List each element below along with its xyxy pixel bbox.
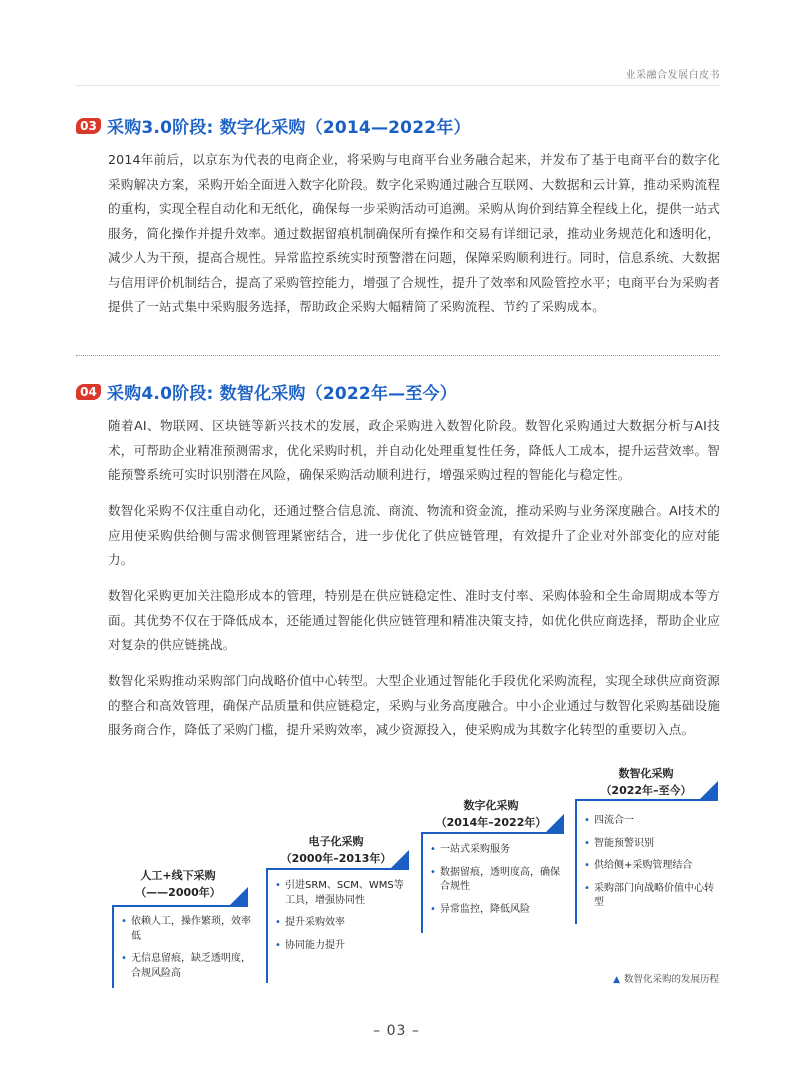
paragraph-text: 数智化采购更加关注隐形成本的管理，特别是在供应链稳定性、准时支付率、采购体验和全生命周期成本等方面。其优势不仅在于降低成本，还能通过智能化供应链管理和精准决策支持，如优化供应商选择，帮助企业应对复杂的供应链挑战。 (108, 588, 720, 652)
stage-3-triangle-icon (546, 814, 564, 832)
section-3-heading (76, 113, 471, 138)
running-header: 业采融合发展白皮书 (625, 70, 720, 81)
section-3-title: 采购3.0阶段: 数字化采购（2014—2022年） (107, 118, 471, 138)
stage-4-triangle-icon (700, 781, 718, 799)
stage-1-triangle-icon (230, 887, 248, 905)
stage-3-label (425, 797, 557, 831)
stage-2-item: • 引进SRM、SCM、WMS等工具，增强协同性 (275, 879, 411, 908)
stage-2-item: • 协同能力提升 (275, 939, 411, 954)
page-number: – 03 – (373, 1023, 420, 1039)
section-3-paragraph: 2014年前后，以京东为代表的电商企业，将采购与电商平台业务融合起来，并发布了基于电商平台的数字化采购解决方案，采购开始全面进入数字化阶段。数字化采购通过融合互联网、大数据和云计算，推动采购流程的重构，实现全程自动化和无纸化，确保每一步采购活动可追溯。采购从询价到结算全程线上化，提供一站式服务，简化操作并提升效率。通过数据留痕机制确保所有操作和交易有详细记录，推动业务规范化和透明化，减少人为干预，提高合规性。异常监控系统实时预警潜在问题，保障采购顺利进行。同时，信息系统、大数据与信用评价机制结合，提高了采购管控能力，增强了合规性，提升了效率和风险管控水平；电商平台为采购者提供了一站式集中采购服务选择，帮助政企采购大幅精简了采购流程、节约了采购成本。 (108, 152, 720, 314)
stage-3-item: • 一站式采购服务 (430, 843, 566, 858)
stage-1-item: • 依赖人工，操作繁琐，效率低 (121, 915, 257, 944)
stage-1-item: • 无信息留痕，缺乏透明度，合规风险高 (121, 952, 257, 981)
stage-2-triangle-icon (391, 850, 409, 868)
stage-2-box (266, 870, 411, 983)
section-4-paragraph-4 (108, 669, 720, 743)
stage-4-label (580, 765, 712, 799)
stage-3-item: • 异常监控，降低风险 (430, 903, 566, 918)
section-3-number: 03 (76, 118, 101, 134)
stage-4-box (575, 801, 720, 924)
stage-4-name: 数智化采购 (618, 767, 674, 780)
stage-4-item: • 供给侧+采购管理结合 (584, 859, 720, 874)
stage-3-item: • 数据留痕，透明度高，确保合规性 (430, 866, 566, 895)
stage-2-label (270, 833, 402, 867)
section-3-body (108, 148, 720, 320)
stage-3-name: 数字化采购 (463, 799, 519, 812)
stage-4-item: • 智能预警识别 (584, 837, 720, 852)
section-4-paragraph-2 (108, 499, 720, 573)
stage-3-period: （2014年–2022年） (435, 816, 547, 829)
stage-1-box (112, 907, 257, 988)
section-4-paragraph-3 (108, 584, 720, 658)
stage-4-item: • 采购部门向战略价值中心转型 (584, 882, 720, 911)
header-rule (75, 85, 720, 86)
paragraph-text: 数智化采购推动采购部门向战略价值中心转型。大型企业通过智能化手段优化采购流程，实现全球供应商资源的整合和高效管理，确保产品质量和供应链稳定，采购与业务高度融合。中小企业通过与数智化采购基础设施服务商合作，降低了采购门槛，提升采购效率，减少资源投入，使采购成为其数字化转型的重要切入点。 (108, 673, 720, 737)
section-divider (76, 355, 720, 356)
figure-caption (613, 971, 719, 985)
stage-1-name: 人工+线下采购 (140, 869, 216, 882)
stage-2-name: 电子化采购 (308, 835, 364, 848)
section-4-number: 04 (76, 384, 101, 400)
stage-2-item: • 提升采购效率 (275, 916, 411, 931)
stage-4-item: • 四流合一 (584, 814, 720, 829)
paragraph-text: 随着AI、物联网、区块链等新兴技术的发展，政企采购进入数智化阶段。数智化采购通过大数据分析与AI技术，可帮助企业精准预测需求，优化采购时机，并自动化处理重复性任务，降低人工成本，提升运营效率。智能预警系统可实时识别潜在风险，确保采购活动顺利进行，增强采购过程的智能化与稳定性。 (108, 418, 720, 482)
section-4-heading (76, 379, 457, 404)
stage-1-label (112, 867, 244, 901)
section-4-title: 采购4.0阶段: 数智化采购（2022年—至今） (107, 384, 457, 404)
stage-4-period: （2022年–至今） (600, 784, 692, 797)
section-4-paragraph-1 (108, 414, 720, 488)
paragraph-text: 数智化采购不仅注重自动化，还通过整合信息流、商流、物流和资金流，推动采购与业务深度融合。AI技术的应用使采购供给侧与需求侧管理紧密结合，进一步优化了供应链管理，有效提升了企业对外部变化的应对能力。 (108, 503, 720, 567)
caption-text: 数智化采购的发展历程 (623, 974, 719, 985)
caption-triangle-icon: ▲ (613, 975, 620, 985)
stage-3-box (421, 834, 566, 933)
stage-2-period: （2000年–2013年） (280, 852, 392, 865)
stage-1-period: （——2000年） (135, 886, 221, 899)
